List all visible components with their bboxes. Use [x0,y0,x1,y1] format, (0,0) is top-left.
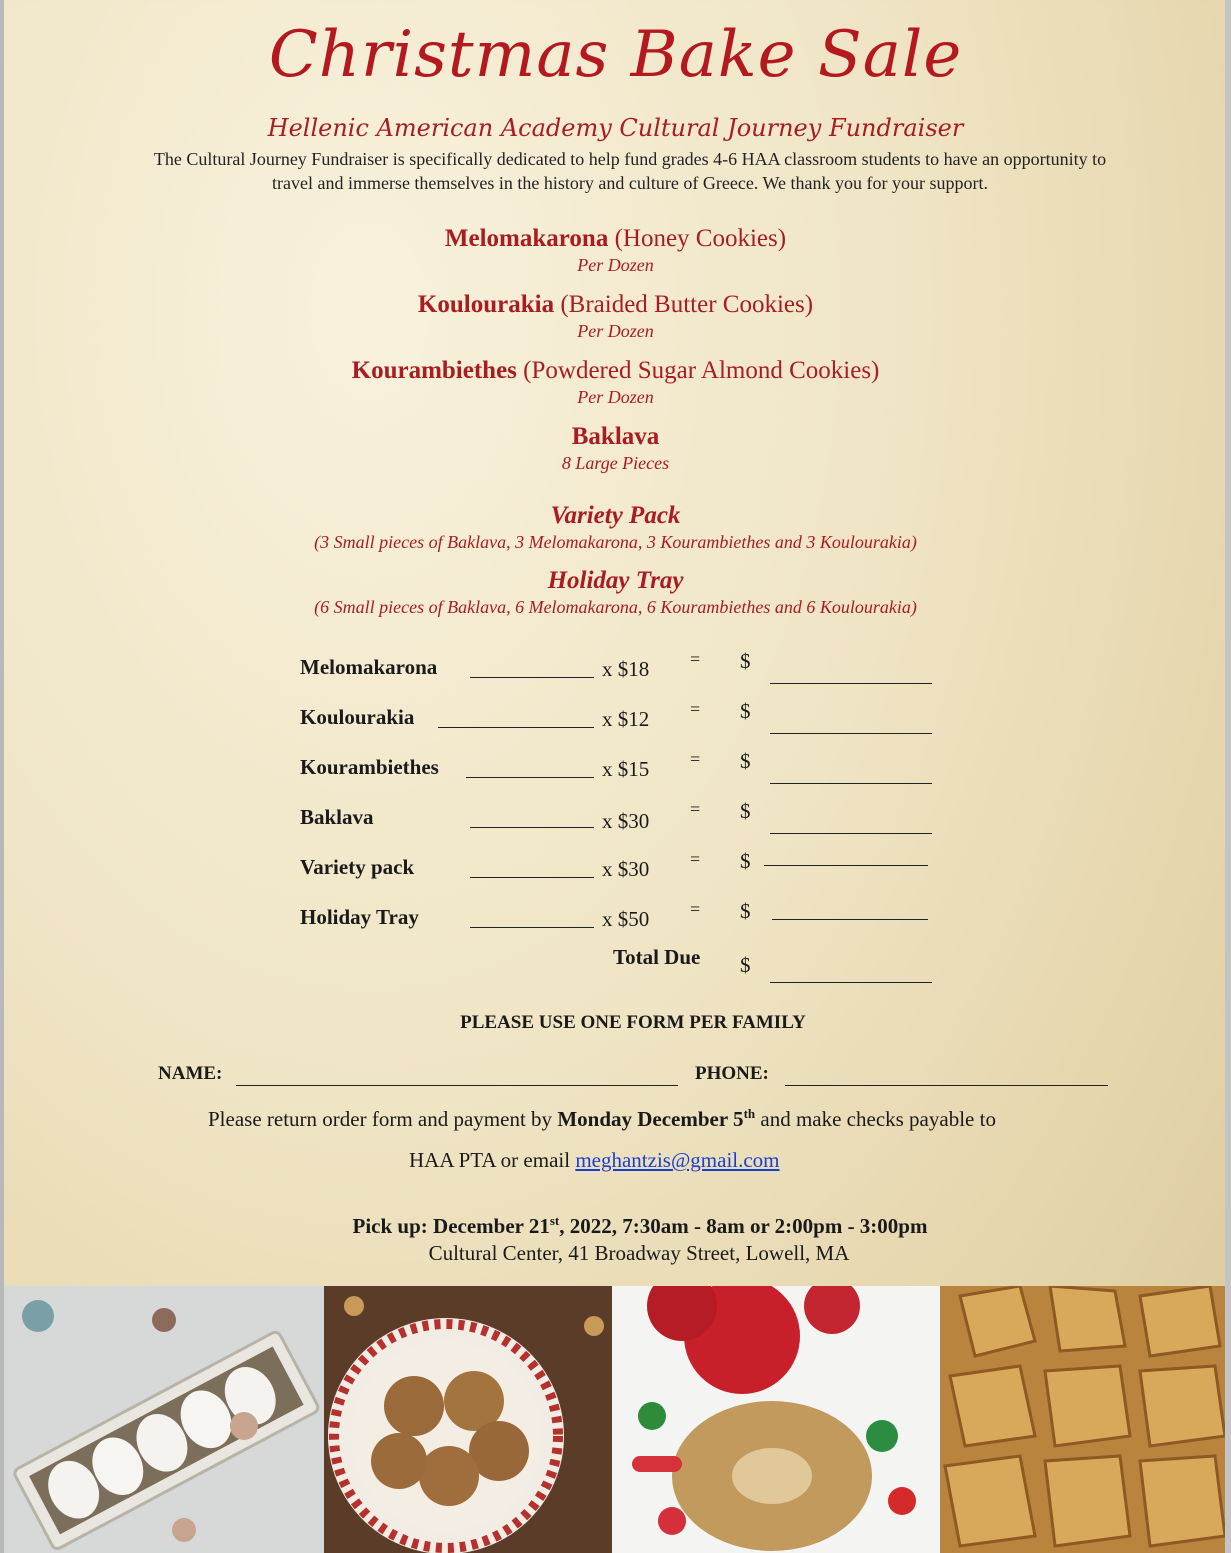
quantity-field[interactable] [470,677,594,678]
menu-item-melomakarona [0,225,1231,276]
order-row-baklava [300,799,940,845]
dollar-sign: $ [740,899,751,923]
order-item-label: Variety pack [300,855,415,879]
menu-item-variety-pack [0,502,1231,553]
photo-strip [4,1286,1225,1553]
menu-item-name: Melomakarona [444,225,609,252]
quantity-field[interactable] [470,927,594,928]
equals-sign: = [690,749,701,769]
quantity-field[interactable] [470,827,594,828]
order-row-variety-pack [300,849,940,895]
subtotal-field[interactable] [770,683,932,684]
subtotal-field[interactable] [772,919,928,920]
phone-field[interactable] [785,1085,1108,1086]
menu-item-note: 8 Large Pieces [561,453,670,473]
order-item-price: x $18 [602,657,650,681]
total-dollar-sign: $ [740,953,751,977]
order-item-price: x $12 [602,707,650,731]
order-row-koulourakia [300,699,940,745]
order-item-label: Kourambiethes [300,755,439,779]
return-text-post: and make checks payable to [755,1107,996,1131]
order-item-price: x $15 [602,757,650,781]
kourambiethes-photo [4,1286,324,1553]
page-title: Christmas Bake Sale [268,18,963,92]
dollar-sign: $ [740,749,751,773]
subtitle: Hellenic American Academy Cultural Journey Fundraiser [267,114,964,142]
melomakarona-photo [324,1286,612,1553]
menu-item-note: (6 Small pieces of Baklava, 6 Melomakarona, 6 Kourambiethes and 6 Koulourakia) [314,597,917,617]
quantity-field[interactable] [438,727,594,728]
intro-text: The Cultural Journey Fundraiser is specifically dedicated to help fund grades 4-6 HAA classroom students to have an opportunity to travel and immerse themselves in the history and culture of Greece. We thank you for your support. [153,149,1107,193]
return-text-line2: HAA PTA or email [409,1148,576,1172]
equals-sign: = [690,699,701,719]
menu-item-holiday-tray [0,567,1231,618]
equals-sign: = [690,799,701,819]
baklava-photo [940,1286,1225,1553]
pickup-address: Cultural Center, 41 Broadway Street, Lowell, MA [428,1241,850,1265]
menu-item-note: (3 Small pieces of Baklava, 3 Melomakarona, 3 Kourambiethes and 3 Koulourakia) [314,532,917,552]
equals-sign: = [690,899,701,919]
total-due-field[interactable] [770,982,932,983]
koulourakia-photo [612,1286,940,1553]
subtotal-field[interactable] [764,865,928,866]
dollar-sign: $ [740,649,751,673]
order-item-label: Baklava [300,805,374,829]
order-row-kourambiethes [300,749,940,795]
return-instructions [208,1106,996,1132]
quantity-field[interactable] [466,777,594,778]
menu-item-name: Koulourakia [417,291,555,318]
order-row-holiday-tray [300,899,940,945]
menu-item-desc: (Honey Cookies) [608,225,787,252]
menu-item-desc: (Powdered Sugar Almond Cookies) [516,357,880,384]
order-row-melomakarona [300,649,940,695]
menu-item-baklava [0,423,1231,474]
menu-item-name: Holiday Tray [547,567,684,594]
menu-item-koulourakia [0,291,1231,342]
subtotal-field[interactable] [770,833,932,834]
subtotal-field[interactable] [770,783,932,784]
email-link[interactable]: meghantzis@gmail.com [575,1148,780,1172]
quantity-field[interactable] [470,877,594,878]
subtotal-field[interactable] [770,733,932,734]
order-item-label: Holiday Tray [300,905,419,929]
total-due-label: Total Due [613,945,701,969]
order-item-price: x $50 [602,907,650,931]
menu-item-name: Baklava [571,423,660,450]
dollar-sign: $ [740,799,751,823]
menu-item-kourambiethes [0,357,1231,408]
equals-sign: = [690,649,701,669]
menu-item-note: Per Dozen [577,255,654,275]
return-date: Monday December 5th [557,1106,756,1131]
order-item-label: Melomakarona [300,655,438,679]
phone-label: PHONE: [695,1063,769,1084]
menu-item-note: Per Dozen [577,321,654,341]
menu-item-note: Per Dozen [577,387,654,407]
order-item-price: x $30 [602,857,650,881]
dollar-sign: $ [740,849,751,873]
menu-item-desc: (Braided Butter Cookies) [554,291,814,318]
return-instructions-line2 [409,1148,780,1173]
return-text: Please return order form and payment by [208,1107,558,1131]
one-form-notice: PLEASE USE ONE FORM PER FAMILY [460,1012,806,1033]
name-field[interactable] [236,1085,678,1086]
order-item-price: x $30 [602,809,650,833]
dollar-sign: $ [740,699,751,723]
menu-item-name: Variety Pack [550,502,681,529]
order-item-label: Koulourakia [300,705,415,729]
menu-item-name: Kourambiethes [351,357,517,384]
pickup-time: Pick up: December 21st, 2022, 7:30am - 8am or 2:00pm - 3:00pm [352,1213,928,1238]
equals-sign: = [690,849,701,869]
name-label: NAME: [158,1063,223,1084]
